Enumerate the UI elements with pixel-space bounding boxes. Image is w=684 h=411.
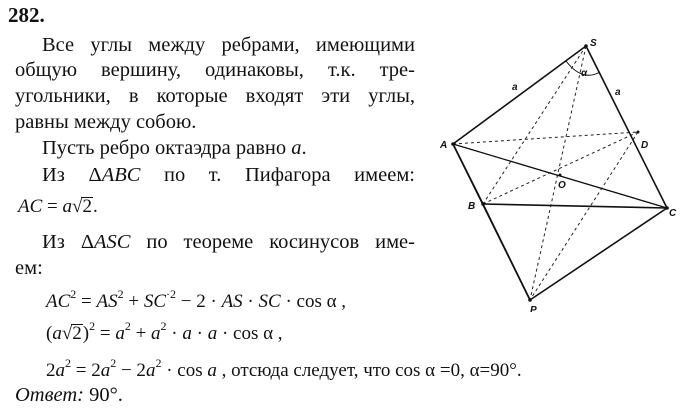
cosine-intro-line-2: ем: bbox=[15, 257, 43, 279]
dashed-edge-dp bbox=[530, 132, 638, 300]
edge-sentence bbox=[42, 136, 307, 160]
dashed-edge-sp bbox=[530, 46, 586, 300]
formula-3: $2a^2 = 2a^2 - 2a^2 \cdot \cos a$ , отсюда следует, что cos α =0, α=90°. bbox=[46, 356, 522, 381]
cosine-intro-line-1 bbox=[42, 230, 415, 254]
dashed-edge-ad bbox=[453, 132, 638, 144]
cosine-intro-text: Из ΔASC по теореме косинусов име- bbox=[42, 231, 415, 253]
octahedron-figure bbox=[430, 32, 680, 312]
edge-ap bbox=[453, 144, 530, 300]
problem-number: 282. bbox=[8, 3, 45, 27]
edge-sa bbox=[453, 46, 586, 144]
edge-bc bbox=[483, 204, 667, 208]
edge-label-sc: a bbox=[615, 87, 621, 98]
edge-sentence-text: Пусть ребро октаэдра равно a. bbox=[42, 137, 307, 159]
paragraph-line-3: угольники, в которые входят эти углы, bbox=[15, 85, 415, 107]
vertex-label-d: D bbox=[641, 140, 649, 151]
visible-edges bbox=[453, 46, 667, 300]
vertex-label-c: C bbox=[669, 208, 677, 219]
pythagoras-line bbox=[42, 163, 415, 187]
formula-1: $AC^2 = AS^2 + SC^{\cdot 2} - 2$ · AS · SC · cos α , bbox=[46, 287, 347, 312]
vertex-label-o: O bbox=[558, 180, 566, 191]
paragraph-line-2: общую вершину, одинаковы, т.к. тре- bbox=[15, 59, 415, 81]
angle-label: α bbox=[581, 68, 588, 79]
formula-2: $(a√2)^2 = a^2 + a^2 \cdot a \cdot a \cdot \cos \alpha$ , bbox=[46, 319, 283, 344]
hidden-edges bbox=[453, 46, 667, 300]
paragraph-line-1: Все углы между ребрами, имеющими bbox=[42, 34, 415, 56]
vertex-label-s: S bbox=[590, 38, 597, 49]
pythagoras-text: Из ΔABC по т. Пифагора имеем: bbox=[42, 164, 415, 186]
edge-sc bbox=[586, 46, 667, 208]
edge-cp bbox=[530, 208, 667, 300]
vertex-label-b: B bbox=[468, 201, 476, 212]
edge-label-sa: a bbox=[512, 82, 518, 93]
vertex-points bbox=[451, 44, 669, 302]
answer-value: 90°. bbox=[89, 384, 123, 406]
answer-label: Ответ: bbox=[15, 384, 84, 406]
vertex-label-p: P bbox=[530, 305, 537, 312]
paragraph-line-4: равны между собою. bbox=[15, 111, 197, 133]
ac-formula: AC = a√2. bbox=[18, 196, 98, 217]
answer-line bbox=[15, 383, 123, 407]
vertex-label-a: A bbox=[440, 140, 448, 151]
